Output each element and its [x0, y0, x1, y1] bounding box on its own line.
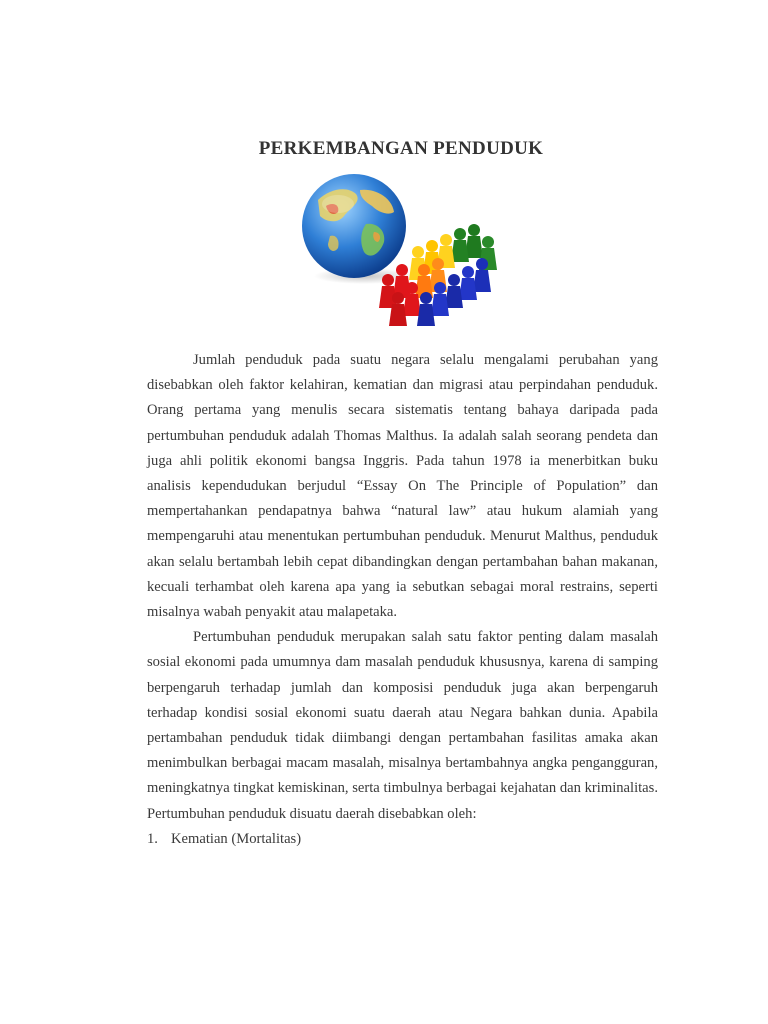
page-title: PERKEMBANGAN PENDUDUK	[258, 138, 544, 159]
list-item	[147, 827, 658, 852]
list-item-text: Kematian (Mortalitas)	[171, 830, 302, 847]
body-text	[147, 348, 658, 852]
paragraph: Jumlah penduduk pada suatu negara selalu mengalami perubahan yang disebabkan oleh faktor kelahiran, kematian dan migrasi atau perpindahan penduduk. Orang pertama yang menulis secara sistematis tentang bahaya daripada pada pertumbuhan penduduk adalah Thomas Malthus. Ia adalah salah seorang pendeta dan juga ahli politik ekonomi bangsa Inggris. Pada tahun 1978 ia menerbitkan buku analisis kependudukan berjudul “Essay On The Principle of Population” dan mempertahankan pendapatnya bahwa “natural law” atau hukum alamiah yang mempengaruhi atau menentukan pertumbuhan penduduk. Menurut Malthus, penduduk akan selalu bertambah lebih cepat dibandingkan dengan pertambahan bahan makanan, kecuali terhambat oleh karena apa yang ia sebutkan sebagai moral restrains, seperti misalnya wabah penyakit atau malapetaka.	[147, 352, 658, 621]
paragraph: Pertumbuhan penduduk merupakan salah satu faktor penting dalam masalah sosial ekonomi pada umumnya dam masalah penduduk khususnya, karena di samping berpengaruh terhadap jumlah dan komposisi penduduk juga akan berpengaruh terhadap kondisi sosial ekonomi suatu daerah atau Negara bahkan dunia. Apabila pertambahan penduduk tidak diimbangi dengan pertambahan fasilitas amaka akan menimbulkan berbagai macam masalah, misalnya bertambahnya angka pengangguran, meningkatnya tingkat kemiskinan, serta timbulnya berbagai kejahatan dan kriminalitas. Pertumbuhan penduduk disuatu daerah disebabkan oleh:	[147, 629, 658, 822]
globe-with-people-figures-icon	[296, 172, 508, 343]
list-item-number: 1.	[147, 830, 158, 847]
numbered-list	[147, 827, 658, 852]
